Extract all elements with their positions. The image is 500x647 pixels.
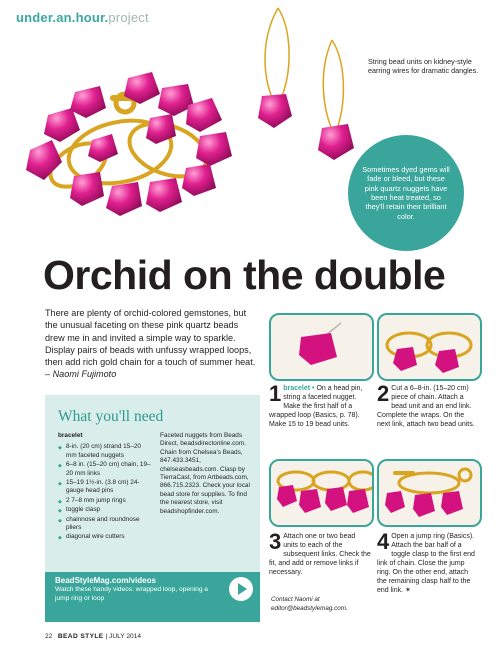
issue-date: JULY 2014: [109, 633, 142, 640]
list-item: ◆ 15–19 1½-in. (3.8 cm) 24-gauge head pins: [58, 479, 153, 496]
contact-note: Contact Naomi at editor@beadstylemag.com.: [271, 596, 348, 612]
step-2: [377, 381, 479, 429]
step-number: 3: [269, 529, 282, 554]
list-item: ◆ 8-in. (20 cm) strand 15–20 mm faceted nuggets: [58, 443, 153, 460]
list-item: ◆ chainnose and roundnose pliers: [58, 516, 153, 533]
step-1-illustration: [271, 315, 372, 379]
step-text: Open a jump ring (Basics). Attach the bar half of a toggle clasp to the first end link of chain. Close the jump ring. On the other end, attach the remaining clasp half to the end link. ✶: [377, 533, 475, 594]
care-note-text: Sometimes dyed gems will fade or bleed, but these pink quartz nuggets have been heat treated, so they'll retain their brilliant color.: [362, 164, 450, 221]
materials-label: bracelet: [58, 432, 83, 439]
earring-caption: String bead units on kidney-style earring wires for dramatic dangles.: [368, 57, 479, 75]
materials-title: What you'll need: [58, 408, 164, 425]
step-3-illustration: [271, 461, 372, 525]
step-1-photo: [269, 313, 374, 381]
step-text: Cut a 6–8-in. (15–20 cm) piece of chain. Attach a bead unit and an end link. Complete the wraps. On the next link, attach two bead units.: [377, 385, 475, 428]
list-item: ◆ toggle clasp: [58, 506, 153, 514]
videos-link[interactable]: BeadStyleMag.com/videos: [55, 576, 156, 585]
step-4-photo: [377, 459, 482, 527]
materials-list: [58, 432, 153, 543]
intro-paragraph: There are plenty of orchid-colored gemstones, but the unusual faceting on these pink quartz beads drew me in and invited a simple way to sparkle. Display pairs of beads with unfussy wrapped loops, then add rich gold chain for a touch of summer heat. – Naomi Fujimoto: [45, 308, 256, 380]
step-text: Attach one or two bead units to each of the subsequent links. Check the fit, and add or remove links if necessary.: [269, 533, 371, 576]
step-keyword: bracelet •: [283, 385, 315, 392]
step-4-illustration: [379, 461, 480, 525]
step-text: On a head pin, string a faceted nugget. Make the first half of a wrapped loop (Basics, p. 78). Make 15 to 19 bead units.: [269, 385, 363, 428]
footer-separator: |: [105, 633, 108, 640]
page-footer: [45, 633, 141, 640]
step-number: 1: [269, 381, 282, 406]
step-3: [269, 529, 371, 577]
magazine-name: BEAD STYLE: [57, 633, 104, 640]
step-3-photo: [269, 459, 374, 527]
section-tag: under.an.hour.project: [16, 10, 149, 25]
step-1: [269, 381, 371, 429]
step-4: [377, 529, 479, 595]
author-name: Naomi Fujimoto: [52, 369, 117, 380]
videos-text: Watch these handy videos: wrapped loop, opening a jump ring or loop: [55, 586, 208, 602]
page-number: 22: [45, 633, 53, 640]
step-number: 2: [377, 381, 390, 406]
step-number: 4: [377, 529, 390, 554]
page-title: Orchid on the double: [43, 252, 446, 298]
step-2-photo: [377, 313, 482, 381]
care-note-circle: [348, 135, 464, 251]
play-icon[interactable]: [229, 577, 253, 601]
supply-sources: Faceted nuggets from Beads Direct, beadsdirectonline.com. Chain from Chelsea's Beads, 847.433.3451, chelseasbeads.com. Clasp by TierraCast, from Artbeads.com, 866.715.2323. Check your local bead store for supplies. To find the nearest store, visit beadshopfinder.com.: [160, 432, 250, 515]
step-2-illustration: [379, 315, 480, 379]
list-item: ◆ 2 7–8 mm jump rings: [58, 497, 153, 505]
list-item: ◆ diagonal wire cutters: [58, 533, 153, 541]
list-item: ◆ 6–8 in. (15–20 cm) chain, 19–20 mm links: [58, 461, 153, 478]
